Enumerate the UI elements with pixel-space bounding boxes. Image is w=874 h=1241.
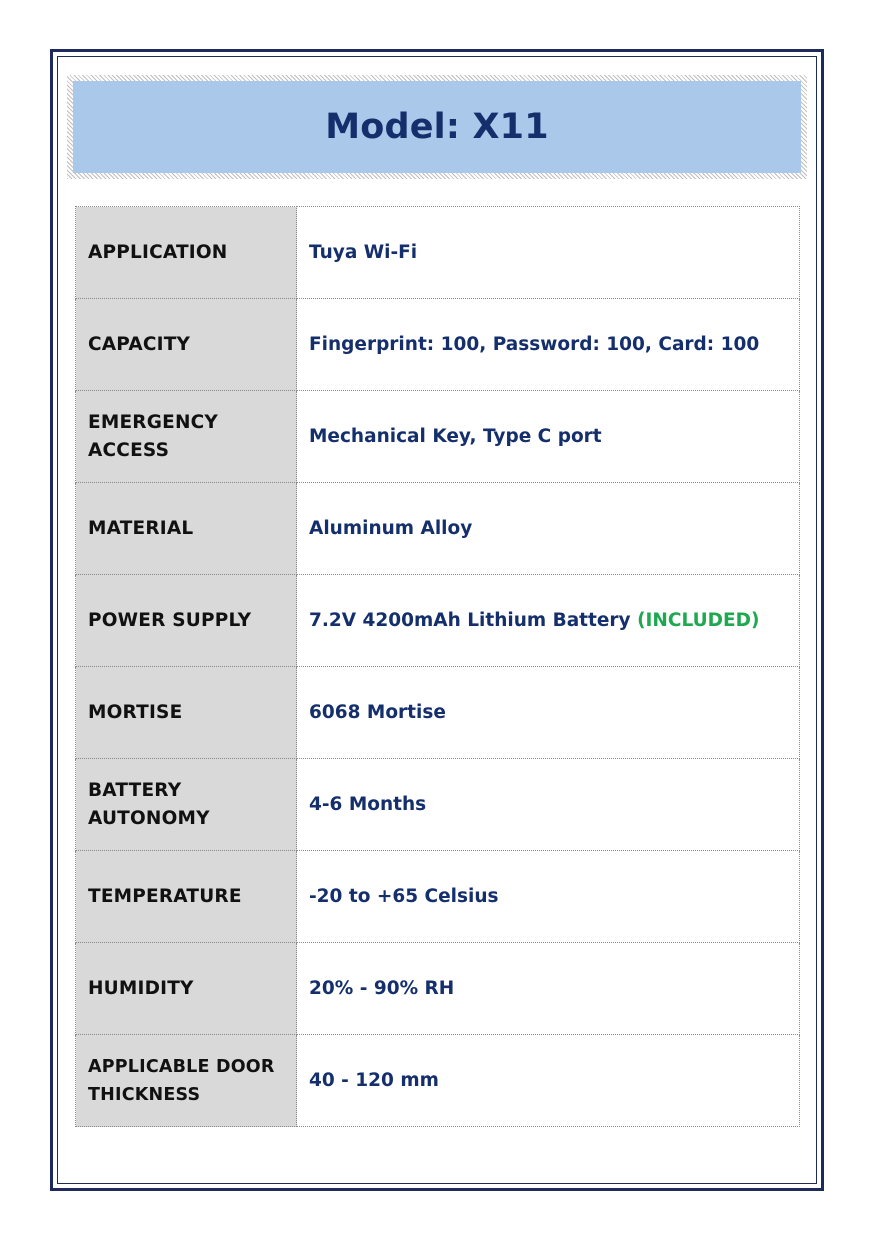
spec-label: APPLICABLE DOOR THICKNESS [76,1035,297,1127]
spec-value: 20% - 90% RH [297,943,800,1035]
spec-label: POWER SUPPLY [76,575,297,667]
spec-value: -20 to +65 Celsius [297,851,800,943]
table-row [76,575,800,667]
title-banner [67,75,807,179]
spec-value: 7.2V 4200mAh Lithium Battery [309,609,631,631]
spec-label: MATERIAL [76,483,297,575]
spec-value: Mechanical Key, Type C port [297,391,800,483]
table-row [76,299,800,391]
table-row [76,943,800,1035]
table-row [76,483,800,575]
table-row [76,851,800,943]
spec-label: BATTERY AUTONOMY [76,759,297,851]
spec-value-with-highlight [297,575,800,667]
table-row [76,391,800,483]
table-row [76,667,800,759]
spec-table [75,206,800,1127]
spec-label: TEMPERATURE [76,851,297,943]
spec-label: APPLICATION [76,207,297,299]
page-title: Model: X11 [325,107,549,147]
included-badge: (INCLUDED) [637,609,760,631]
spec-label: EMERGENCY ACCESS [76,391,297,483]
table-row [76,1035,800,1127]
spec-label: HUMIDITY [76,943,297,1035]
spec-label: CAPACITY [76,299,297,391]
spec-value: 4-6 Months [297,759,800,851]
table-row [76,759,800,851]
table-row [76,207,800,299]
spec-value: Fingerprint: 100, Password: 100, Card: 100 [297,299,800,391]
spec-value: Tuya Wi-Fi [297,207,800,299]
spec-value: 40 - 120 mm [297,1035,800,1127]
title-banner-fill [73,81,801,173]
spec-label: MORTISE [76,667,297,759]
spec-value: Aluminum Alloy [297,483,800,575]
spec-value: 6068 Mortise [297,667,800,759]
